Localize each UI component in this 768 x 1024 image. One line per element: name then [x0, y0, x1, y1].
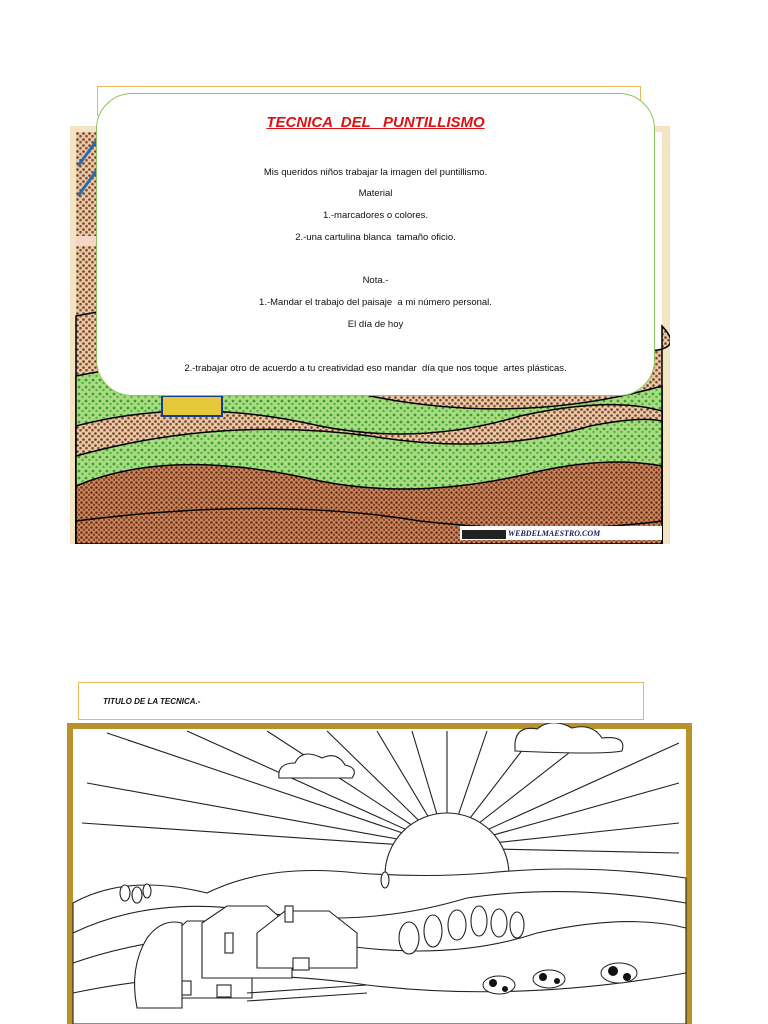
note-heading: Nota.-: [362, 275, 389, 286]
note-date-line: El día de hoy: [347, 319, 404, 330]
technique-title-label: TITULO DE LA TECNICA.-: [103, 697, 201, 706]
technique-title-box: [78, 682, 644, 720]
intro-line: Mis queridos niños trabajar la imagen del puntillismo.: [263, 167, 488, 178]
coloring-landscape-image: [67, 723, 692, 1024]
material-item-2: 2.-una cartulina blanca tamaño oficio.: [295, 232, 456, 243]
material-heading: Material: [358, 188, 393, 199]
credit-site: WEBDELMAESTRO.COM: [508, 529, 601, 538]
material-item-1: 1.-marcadores o colores.: [322, 210, 429, 221]
card-title: TECNICA DEL PUNTILLISMO: [266, 114, 485, 131]
license-badge-icon: [462, 530, 506, 539]
note-item-1: 1.-Mandar el trabajo del paisaje a mi número personal.: [259, 297, 492, 308]
info-card: [96, 93, 655, 396]
note-item-2: 2.-trabajar otro de acuerdo a tu creatividad eso mandar día que nos toque artes plásticas.: [184, 363, 567, 374]
